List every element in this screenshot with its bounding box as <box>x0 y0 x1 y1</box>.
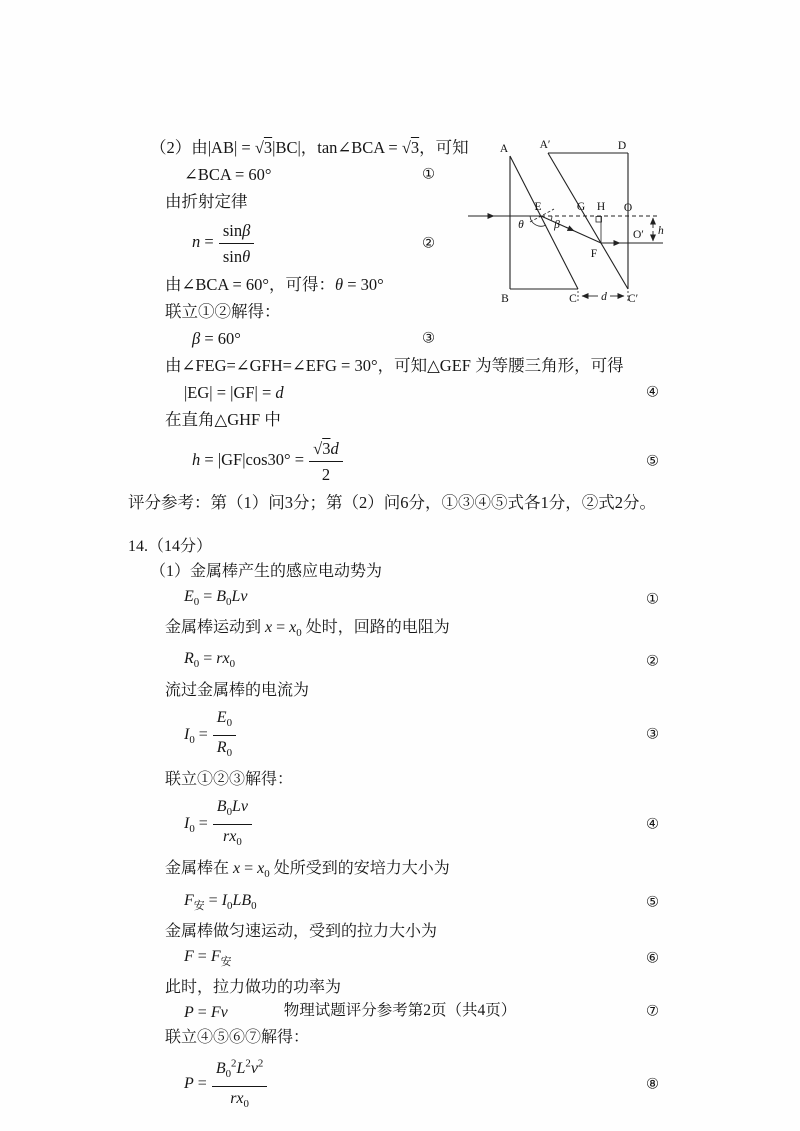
line-content: 联立④⑤⑥⑦解得： <box>165 1028 310 1046</box>
equation-number: ③ <box>422 330 435 346</box>
refraction-diagram <box>460 136 680 312</box>
line-content: 由∠FEG=∠GFH=∠EFG = 30°，可知△GEF 为等腰三角形，可得 <box>165 356 624 375</box>
equation-number: ④ <box>646 816 659 833</box>
page-footer: 物理试题评分参考第2页（共4页） <box>283 1002 517 1019</box>
line-content: （1）金属棒产生的感应电动势为 <box>150 563 383 580</box>
equation-number: ⑦ <box>646 1003 659 1020</box>
line-content: 流过金属棒的电流为 <box>165 681 310 699</box>
label-C: C <box>569 293 577 305</box>
line-content: 评分参考：第（1）问3分；第（2）问6分，①③④⑤式各1分，②式2分。 <box>128 493 656 512</box>
part1-intro <box>128 561 680 582</box>
line-content: 由折射定律 <box>165 192 248 211</box>
eq-h <box>128 435 680 488</box>
eq-beta <box>128 327 680 350</box>
line-content: |EG| = |GF| = d <box>184 383 284 402</box>
text-pulling-force <box>128 921 680 942</box>
line-content: （2）由|AB| = √3|BC|，tan∠BCA = √3，可知 <box>150 138 469 157</box>
eq-eg-gf <box>128 381 680 404</box>
line-content: $F_安 = I_0LB_0$ <box>184 891 257 912</box>
equation-number: ⑧ <box>646 1076 659 1093</box>
equation-number: ⑤ <box>646 453 659 469</box>
eq-emf <box>128 586 680 613</box>
text-current <box>128 680 680 701</box>
line-content: 由∠BCA = 60°，可得：θ = 30° <box>165 275 384 294</box>
line-content: 联立①②③解得： <box>165 770 294 788</box>
label-A-prime: A′ <box>539 139 551 151</box>
equation-number: ⑥ <box>646 950 659 967</box>
diagram-labels <box>500 139 664 305</box>
line-content: $I_0$ = $\frac{B_0Lv}{rx_0}$ <box>184 815 253 832</box>
equation-number: ② <box>422 235 435 251</box>
eq-current <box>128 705 680 766</box>
text-circuit-resistance <box>128 617 680 644</box>
line-content: β = 60° <box>192 329 241 348</box>
label-beta: β <box>554 219 560 231</box>
eq-resistance <box>128 648 680 675</box>
line-content: P = $\frac{B_0^2L^2v^2}{rx_0}$ <box>184 1075 268 1092</box>
eq-pulling-force <box>128 946 680 973</box>
label-G: G <box>576 201 586 213</box>
label-h: h <box>658 225 664 237</box>
problem-14-heading <box>128 536 680 557</box>
label-E: E <box>534 201 542 213</box>
label-O-prime: O′ <box>633 229 644 241</box>
label-d: d <box>601 291 607 303</box>
scoring-note <box>128 491 680 514</box>
text-power <box>128 977 680 998</box>
line-content: 在直角△GHF 中 <box>165 410 281 429</box>
line-content: $I_0$ = $\frac{E_0}{R_0}$ <box>184 726 237 743</box>
line-content: $R_0 = rx_0$ <box>184 650 236 671</box>
equation-number: ① <box>422 166 435 182</box>
problem-14-solution <box>128 536 680 1118</box>
label-D: D <box>617 140 627 152</box>
text-combine-4-5-6-7 <box>128 1027 680 1048</box>
label-O: O <box>623 202 633 214</box>
equation-number: ③ <box>646 726 659 743</box>
line-content: n = $\frac{\sin\beta}{\sin\theta}$ <box>192 232 255 251</box>
prism-outline <box>510 153 628 289</box>
equation-number: ④ <box>646 384 659 400</box>
line-content: 金属棒在 $x = x_0$ 处所受到的安培力大小为 <box>165 860 450 881</box>
label-F: F <box>590 248 598 260</box>
label-H: H <box>596 201 606 213</box>
line-content: P = Fv <box>184 1003 228 1021</box>
line-content: 金属棒做匀速运动，受到的拉力大小为 <box>165 922 438 940</box>
text-ampere-force <box>128 858 680 885</box>
label-B: B <box>501 293 509 305</box>
label-A: A <box>499 143 509 155</box>
line-content: h = |GF|cos30° = $\frac{√3d}{2}$ <box>192 450 344 469</box>
line-content: 此时，拉力做功的功率为 <box>165 978 342 996</box>
text-isosceles-triangle <box>128 354 680 377</box>
label-theta: θ <box>518 219 524 231</box>
label-C-prime: C′ <box>627 293 639 305</box>
equation-number: ⑤ <box>646 894 659 911</box>
text-right-triangle <box>128 408 680 431</box>
equation-number: ② <box>646 653 659 670</box>
line-content: ∠BCA = 60° <box>184 165 272 184</box>
line-content: 14.（14分） <box>128 538 213 555</box>
equation-number: ① <box>646 591 659 608</box>
text-combine-1-2-3 <box>128 769 680 790</box>
eq-power-solved <box>128 1052 680 1118</box>
eq-ampere-force <box>128 890 680 917</box>
eq-current-solved <box>128 794 680 855</box>
line-content: $F = F_安$ <box>184 947 232 968</box>
line-content: 金属棒运动到 $x = x_0$ 处时，回路的电阻为 <box>165 619 450 640</box>
line-content: $E_0 = B_0Lv$ <box>184 588 248 609</box>
line-content: 联立①②解得： <box>165 302 281 321</box>
